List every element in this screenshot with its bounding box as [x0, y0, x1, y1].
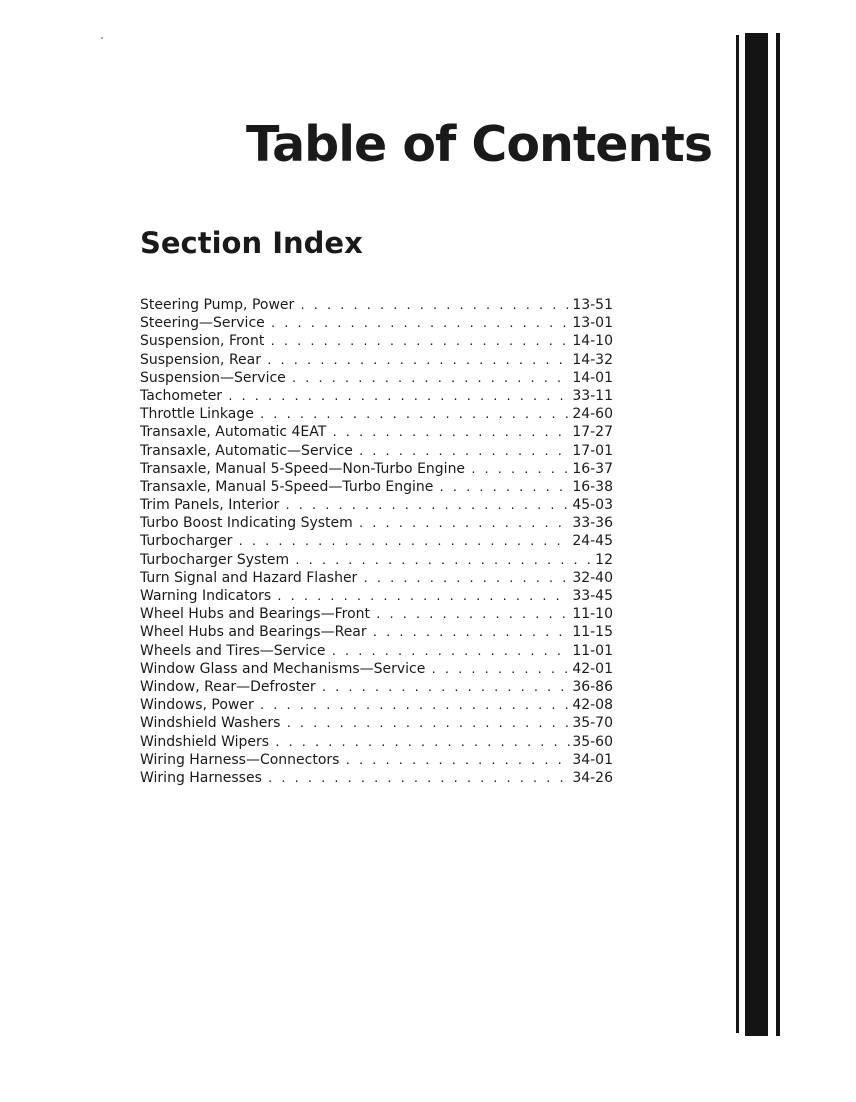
- entry-page-number: 11-10: [572, 606, 613, 623]
- entry-page-number: 24-45: [572, 533, 613, 550]
- entry-page-number: 16-37: [572, 460, 613, 477]
- dot-leader: [269, 333, 570, 351]
- index-entry: [140, 351, 613, 369]
- index-entry: [140, 387, 613, 405]
- dot-leader: [274, 734, 570, 752]
- entry-page-number: 16-38: [572, 478, 613, 495]
- scan-speck: [101, 37, 103, 39]
- dot-leader: [291, 370, 571, 388]
- entry-title: Window Glass and Mechanisms—Service: [140, 660, 426, 677]
- dot-leader: [227, 388, 570, 406]
- entry-page-number: 11-15: [572, 624, 613, 641]
- entry-title: Suspension, Front: [140, 333, 265, 350]
- index-entry: [140, 442, 613, 460]
- dot-leader: [358, 443, 571, 461]
- index-entry: [140, 551, 613, 569]
- entry-title: Steering—Service: [140, 315, 265, 332]
- section-index-list: [140, 296, 613, 787]
- index-entry: [140, 605, 613, 623]
- dot-leader: [372, 624, 571, 642]
- entry-page-number: 14-01: [572, 369, 613, 386]
- dot-leader: [470, 461, 570, 479]
- index-entry: [140, 405, 613, 423]
- index-entry: [140, 532, 613, 550]
- entry-title: Tachometer: [140, 387, 223, 404]
- dot-leader: [331, 424, 570, 442]
- index-entry: [140, 733, 613, 751]
- entry-page-number: 13-51: [572, 297, 613, 313]
- entry-page-number: 17-01: [572, 442, 613, 459]
- index-entry: [140, 369, 613, 387]
- entry-title: Wiring Harness—Connectors: [140, 751, 340, 768]
- entry-page-number: 35-60: [572, 733, 613, 750]
- entry-page-number: 32-40: [572, 569, 613, 586]
- dot-leader: [330, 643, 570, 661]
- entry-title: Transaxle, Manual 5-Speed—Turbo Engine: [140, 478, 434, 495]
- entry-title: Wheel Hubs and Bearings—Front: [140, 606, 371, 623]
- entry-page-number: 11-01: [572, 642, 613, 659]
- dot-leader: [285, 715, 570, 733]
- dot-leader: [321, 679, 571, 697]
- entry-title: Trim Panels, Interior: [140, 497, 280, 514]
- dot-leader: [259, 697, 571, 715]
- index-entry: [140, 769, 613, 787]
- index-entry: [140, 478, 613, 496]
- dot-leader: [237, 533, 570, 551]
- entry-title: Warning Indicators: [140, 588, 272, 604]
- entry-title: Wiring Harnesses: [140, 769, 262, 786]
- entry-title: Transaxle, Automatic 4EAT: [140, 424, 327, 441]
- dot-leader: [430, 661, 570, 679]
- entry-page-number: 13-01: [572, 315, 613, 332]
- index-entry: [140, 460, 613, 478]
- entry-title: Windshield Wipers: [140, 733, 270, 750]
- entry-title: Turbocharger System: [140, 551, 290, 568]
- entry-page-number: 36-86: [572, 678, 613, 695]
- entry-page-number: 34-01: [572, 751, 613, 768]
- index-entry: [140, 569, 613, 587]
- dot-leader: [284, 497, 570, 515]
- entry-title: Suspension, Rear: [140, 351, 261, 368]
- entry-title: Steering Pump, Power: [140, 297, 295, 313]
- entry-page-number: 33-45: [572, 588, 613, 604]
- index-entry: [140, 696, 613, 714]
- entry-title: Turbocharger: [140, 533, 233, 550]
- index-entry: [140, 660, 613, 678]
- entry-title: Throttle Linkage: [140, 406, 254, 423]
- index-entry: [140, 642, 613, 660]
- dot-leader: [266, 352, 570, 370]
- entry-title: Windows, Power: [140, 697, 254, 714]
- dot-leader: [294, 552, 593, 570]
- page-title: Table of Contents: [245, 116, 712, 173]
- margin-bar-thin-right: [776, 33, 780, 1036]
- entry-title: Wheel Hubs and Bearings—Rear: [140, 624, 367, 641]
- index-entry: [140, 496, 613, 514]
- entry-title: Wheels and Tires—Service: [140, 642, 326, 659]
- dot-leader: [259, 406, 570, 424]
- entry-page-number: 33-11: [572, 387, 613, 404]
- index-entry: [140, 314, 613, 332]
- dot-leader: [438, 479, 570, 497]
- entry-page-number: 45-03: [572, 497, 613, 514]
- index-entry: [140, 423, 613, 441]
- entry-page-number: 35-70: [572, 715, 613, 732]
- section-heading: Section Index: [140, 226, 363, 260]
- margin-bar-thick: [745, 33, 768, 1036]
- entry-page-number: 34-26: [572, 769, 613, 786]
- entry-title: Transaxle, Manual 5-Speed—Non-Turbo Engine: [140, 460, 466, 477]
- index-entry: [140, 623, 613, 641]
- entry-page-number: 14-10: [572, 333, 613, 350]
- index-entry: [140, 587, 613, 605]
- index-entry: [140, 714, 613, 732]
- index-entry: [140, 332, 613, 350]
- index-entry: [140, 296, 613, 314]
- dot-leader: [270, 315, 571, 333]
- dot-leader: [276, 588, 570, 606]
- entry-page-number: 42-01: [572, 660, 613, 677]
- entry-title: Transaxle, Automatic—Service: [140, 442, 353, 459]
- entry-page-number: 17-27: [572, 424, 613, 441]
- index-entry: [140, 678, 613, 696]
- entry-title: Turbo Boost Indicating System: [140, 515, 353, 532]
- dot-leader: [358, 515, 571, 533]
- index-entry: [140, 751, 613, 769]
- entry-page-number: 14-32: [572, 351, 613, 368]
- margin-bar-thin-left: [736, 35, 739, 1033]
- dot-leader: [362, 570, 570, 588]
- entry-title: Suspension—Service: [140, 369, 286, 386]
- entry-page-number: 12: [595, 551, 613, 568]
- entry-page-number: 24-60: [572, 406, 613, 423]
- dot-leader: [375, 606, 570, 624]
- entry-title: Window, Rear—Defroster: [140, 678, 316, 695]
- dot-leader: [299, 297, 570, 315]
- entry-title: Turn Signal and Hazard Flasher: [140, 569, 358, 586]
- entry-page-number: 42-08: [572, 697, 613, 714]
- entry-title: Windshield Washers: [140, 715, 281, 732]
- dot-leader: [344, 752, 570, 770]
- index-entry: [140, 514, 613, 532]
- dot-leader: [267, 770, 570, 788]
- entry-page-number: 33-36: [572, 515, 613, 532]
